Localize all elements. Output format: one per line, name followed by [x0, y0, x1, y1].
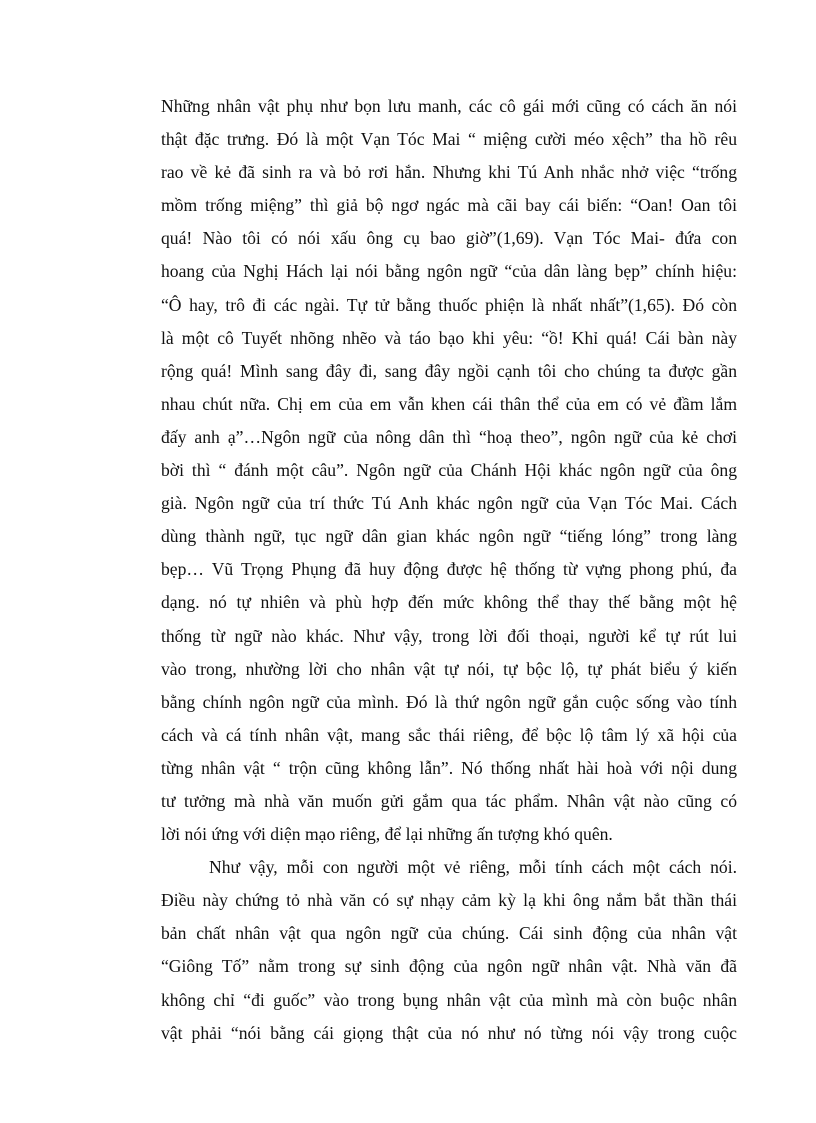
text-line: là một cô Tuyết nhõng nhẽo và táo bạo khi yêu: “ồ! Khỉ quá! Cái bàn này [161, 327, 737, 348]
text-line: không chỉ “đi guốc” vào trong bụng nhân vật của mình mà còn buộc nhân [161, 989, 737, 1010]
text-line: từng nhân vật “ trộn cũng không lẫn”. Nó thống nhất hài hoà với nội dung [161, 757, 737, 778]
text-line: vật phải “nói bằng cái giọng thật của nó như nó từng nói vậy trong cuộc [161, 1022, 737, 1043]
text-line: già. Ngôn ngữ của trí thức Tú Anh khác ngôn ngữ của Vạn Tóc Mai. Cách [161, 493, 737, 514]
text-line: bản chất nhân vật qua ngôn ngữ của chúng. Cái sinh động của nhân vật [161, 923, 737, 944]
text-line: “Giông Tố” nằm trong sự sinh động của ngôn ngữ nhân vật. Nhà văn đã [161, 956, 737, 977]
text-line: Như vậy, mỗi con người một vẻ riêng, mỗi tính cách một cách nói. [209, 857, 737, 878]
text-line: hoang của Nghị Hách lại nói bằng ngôn ngữ “của dân làng bẹp” chính hiệu: [161, 261, 737, 282]
text-line: bằng chính ngôn ngữ của mình. Đó là thứ ngôn ngữ gắn cuộc sống vào tính [161, 691, 737, 712]
text-line: thật đặc trưng. Đó là một Vạn Tóc Mai “ miệng cười méo xệch” tha hồ rêu [161, 129, 737, 150]
text-line: “Ô hay, trô đi các ngài. Tự tử bằng thuốc phiện là nhất nhất”(1,65). Đó còn [161, 294, 737, 315]
text-line: thống từ ngữ nào khác. Như vậy, trong lời đối thoại, người kể tự rút lui [161, 625, 737, 646]
text-line: bẹp… Vũ Trọng Phụng đã huy động được hệ thống từ vựng phong phú, đa [161, 559, 737, 580]
text-line: nhau chút nữa. Chị em của em vẫn khen cái thân thể của em có vẻ đầm lắm [161, 393, 737, 414]
text-line: tư tưởng mà nhà văn muốn gửi gắm qua tác phẩm. Nhân vật nào cũng có [161, 790, 737, 811]
text-line: vào trong, nhường lời cho nhân vật tự nói, tự bộc lộ, tự phát biểu ý kiến [161, 658, 737, 679]
text-line: quá! Nào tôi có nói xấu ông cụ bao giờ”(1,69). Vạn Tóc Mai- đứa con [161, 228, 737, 249]
text-line: cách và cá tính nhân vật, mang sắc thái riêng, để bộc lộ tâm lý xã hội của [161, 724, 737, 745]
document-page [161, 90, 737, 1050]
text-line: rộng quá! Mình sang đây đi, sang đây ngồi cạnh tôi cho chúng ta được gần [161, 360, 737, 381]
text-line: bời thì “ đánh một câu”. Ngôn ngữ của Chánh Hội khác ngôn ngữ của ông [161, 460, 737, 481]
text-line: rao về kẻ đã sinh ra và bỏ rơi hắn. Nhưng khi Tú Anh nhắc nhở việc “trống [161, 162, 737, 183]
text-line: Điều này chứng tỏ nhà văn có sự nhạy cảm kỳ lạ khi ông nắm bắt thần thái [161, 890, 737, 911]
text-line: đấy anh ạ”…Ngôn ngữ của nông dân thì “hoạ theo”, ngôn ngữ của kẻ chơi [161, 426, 737, 447]
paragraph-2 [161, 851, 737, 1050]
text-line: mồm trống miệng” thì giả bộ ngơ ngác mà cãi bay cái biến: “Oan! Oan tôi [161, 195, 737, 216]
text-line: dùng thành ngữ, tục ngữ dân gian khác ngôn ngữ “tiếng lóng” trong làng [161, 526, 737, 547]
text-line: Những nhân vật phụ như bọn lưu manh, các cô gái mới cũng có cách ăn nói [161, 96, 737, 116]
paragraph-1 [161, 90, 737, 851]
text-line: dạng. nó tự nhiên và phù hợp đến mức không thể thay thế bằng một hệ [161, 592, 737, 613]
text-line: lời nói ứng với diện mạo riêng, để lại những ấn tượng khó quên. [161, 824, 613, 845]
